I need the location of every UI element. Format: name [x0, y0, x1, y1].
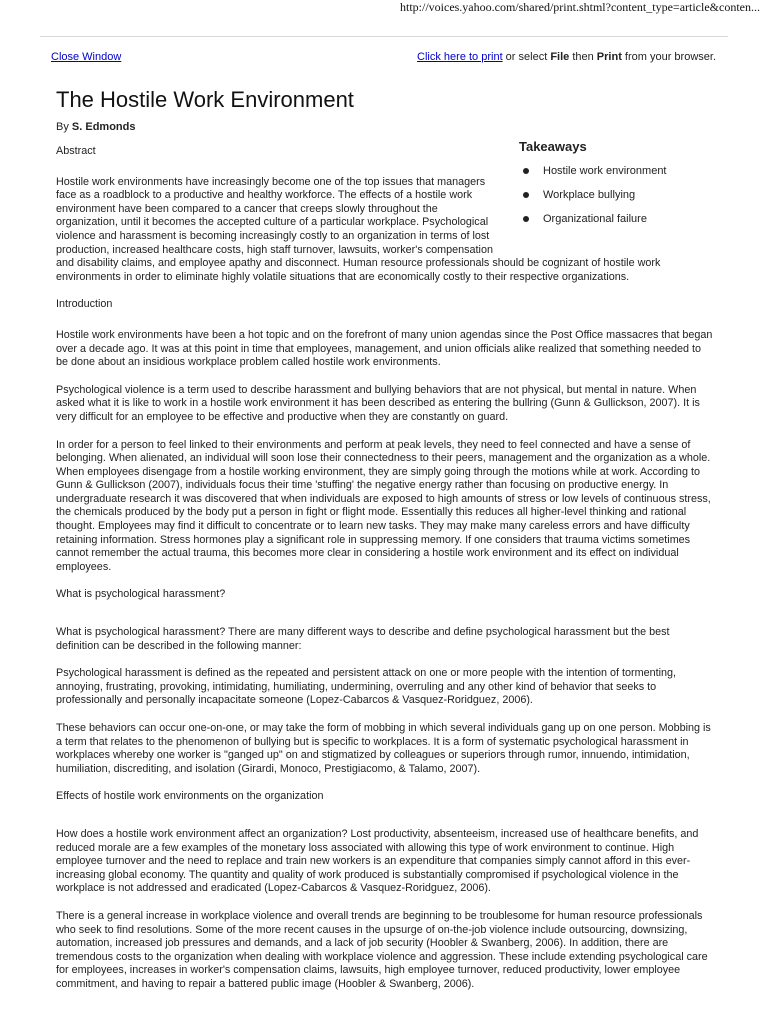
- bullet-icon: [523, 192, 529, 198]
- takeaway-text: Hostile work environment: [543, 165, 667, 177]
- paragraph: Psychological violence is a term used to describe harassment and bullying behaviors that are not physical, but mental in nature. When asked what it is like to work in a hostile work environment it has been described as entering the bullring (Gunn & Gullickson, 2007). It is very difficult for an employee to be effective and productive when they are constantly on guard.: [56, 383, 700, 423]
- print-print-word: Print: [596, 51, 622, 63]
- article-body: [56, 145, 714, 1006]
- takeaway-item: [500, 213, 722, 237]
- paragraph: Hostile work environments have increasingly become one of the top issues that managers face as a roadblock to a productive and healthy workforce. The effects of a hostile work environment have been compared to a cancer that creeps slowly throughout the organization, until it becomes the accepted culture of a particular workplace. Psychological violence and harassment is becoming increasingly costly to an organization in terms of lost production, increased healthcare costs, high staff turnover, lawsuits, worker's compensation and disability claims, and employee apathy and disconnect. Human resource professionals should be cognizant of hostile work environments in order to eliminate highly volatile situations that are economically costly to their respective organizations.: [56, 175, 661, 283]
- paragraph: In order for a person to feel linked to their environments and perform at peak levels, they need to feel connected and have a sense of belonging. When alienated, an individual will soon lose their connectedness to their peers, management and the organization as a whole. When employees disengage from a hostile working environment, they are simply going through the motions while at work. According to Gunn & Gullickson (2007), individuals focus their time 'stuffing' the negative energy rather than focusing on productive energy. In undergraduate research it was discovered that when individuals are exposed to high amounts of stress or low levels of continuous stress, the chemicals produced by the body put a person in fight or flight mode. Essentially this reduces all higher-level thinking and rational thought. Employees may find it difficult to concentrate or to learn new tasks. They may make many careless errors and have difficulty retaining information. Stress hormones play a significant role in suppressing memory. If one considers that trauma victims sometimes cannot remember the actual trauma, this becomes more clear in considering a hostile work environment and its effect on individual employees.: [56, 438, 711, 573]
- paragraph: What is psychological harassment? There are many different ways to describe and define psychological harassment but the best definition can be described in the following manner:: [56, 626, 670, 652]
- paragraph: Psychological harassment is defined as the repeated and persistent attack on one or more people with the intention of tormenting, annoying, frustrating, provoking, intimidating, humiliating, undermining, overruling and any other kind of behavior that seeks to professionally and personally incapacitate someone (Lopez-Cabarcos & Vasquez-Roridguez, 2006).: [56, 667, 676, 707]
- byline: [56, 121, 135, 133]
- bullet-icon: [523, 168, 529, 174]
- takeaway-item: [500, 189, 722, 213]
- takeaway-text: Organizational failure: [543, 213, 647, 225]
- print-text-2: then: [569, 51, 597, 63]
- paragraph: Hostile work environments have been a hot topic and on the forefront of many union agendas since the Post Office massacres that began over a decade ago. It was at this point in time that employees, management, and union officials alike realized that something needed to be done about an insidious workplace problem called hostile work environments.: [56, 328, 713, 369]
- paragraph: These behaviors can occur one-on-one, or may take the form of mobbing in which several individuals gang up on one person. Mobbing is a term that relates to the phenomenon of bullying but is specific to workplaces. It is a form of systematic psychological harassment in workplaces whereby one worker is "ganged up" on and stigmatized by colleagues or superiors through rumor, innuendo, intimidation, humiliation, discrediting, and isolation (Girardi, Monoco, Prestigiacomo, & Talamo, 2007).: [56, 722, 711, 775]
- url-text: http://voices.yahoo.com/shared/print.shtml?content_type=article&conten...: [399, 0, 760, 14]
- section-heading-effects: Effects of hostile work environments on the organization: [56, 790, 324, 803]
- section-heading-psychological-harassment: What is psychological harassment?: [56, 588, 226, 601]
- author-name: S. Edmonds: [71, 121, 136, 133]
- print-text-1: or select: [502, 51, 551, 63]
- section-heading-abstract: Abstract: [56, 145, 96, 157]
- paragraph: There is a general increase in workplace violence and overall trends are beginning to be troublesome for human resource professionals who seek to find resolutions. Some of the more recent causes in the upsurge of on-the-job violence include outsourcing, downsizing, automation, increased job pressures and demands, and a lack of job security (Hoobler & Swanberg, 2006). In addition, there are tremendous costs to the organization when dealing with workplace violence and aggression. These include extending psychological care for employees, increases in worker's compensation claims, lawsuits, high employee turnover, reduced productivity, lower employee commitment, and having to repair a battered public image (Hoobler & Swanberg, 2006).: [56, 909, 708, 990]
- print-link[interactable]: Click here to print: [417, 51, 503, 63]
- takeaway-text: Workplace bullying: [543, 189, 636, 201]
- takeaway-item: [500, 165, 722, 189]
- bullet-icon: [523, 216, 529, 222]
- print-text-3: from your browser.: [621, 51, 716, 63]
- takeaways-heading: Takeaways: [519, 139, 587, 154]
- paragraph: How does a hostile work environment affect an organization? Lost productivity, absenteeism, increased use of healthcare benefits, and reduced morale are a few examples of the monetary loss associated with allowing this type of work environment to continue. High employee turnover and the need to replace and train new workers is an expenditure that companies simply cannot afford in this ever-increasing global economy. The quantity and quality of work produced is substantially compromised if psychological violence in the workplace is not addressed and eradicated (Lopez-Cabarcos & Vasquez-Roridguez, 2006).: [56, 827, 699, 895]
- article-title: The Hostile Work Environment: [56, 87, 354, 112]
- print-instructions: [417, 50, 716, 64]
- print-file-word: File: [550, 51, 570, 63]
- header-divider: [40, 36, 728, 37]
- takeaways-list: [500, 165, 722, 237]
- print-toolbar: [51, 50, 716, 64]
- takeaways-box: [500, 131, 722, 237]
- section-heading-introduction: Introduction: [56, 298, 113, 311]
- close-window-link[interactable]: Close Window: [51, 51, 122, 63]
- by-label: By: [56, 121, 72, 133]
